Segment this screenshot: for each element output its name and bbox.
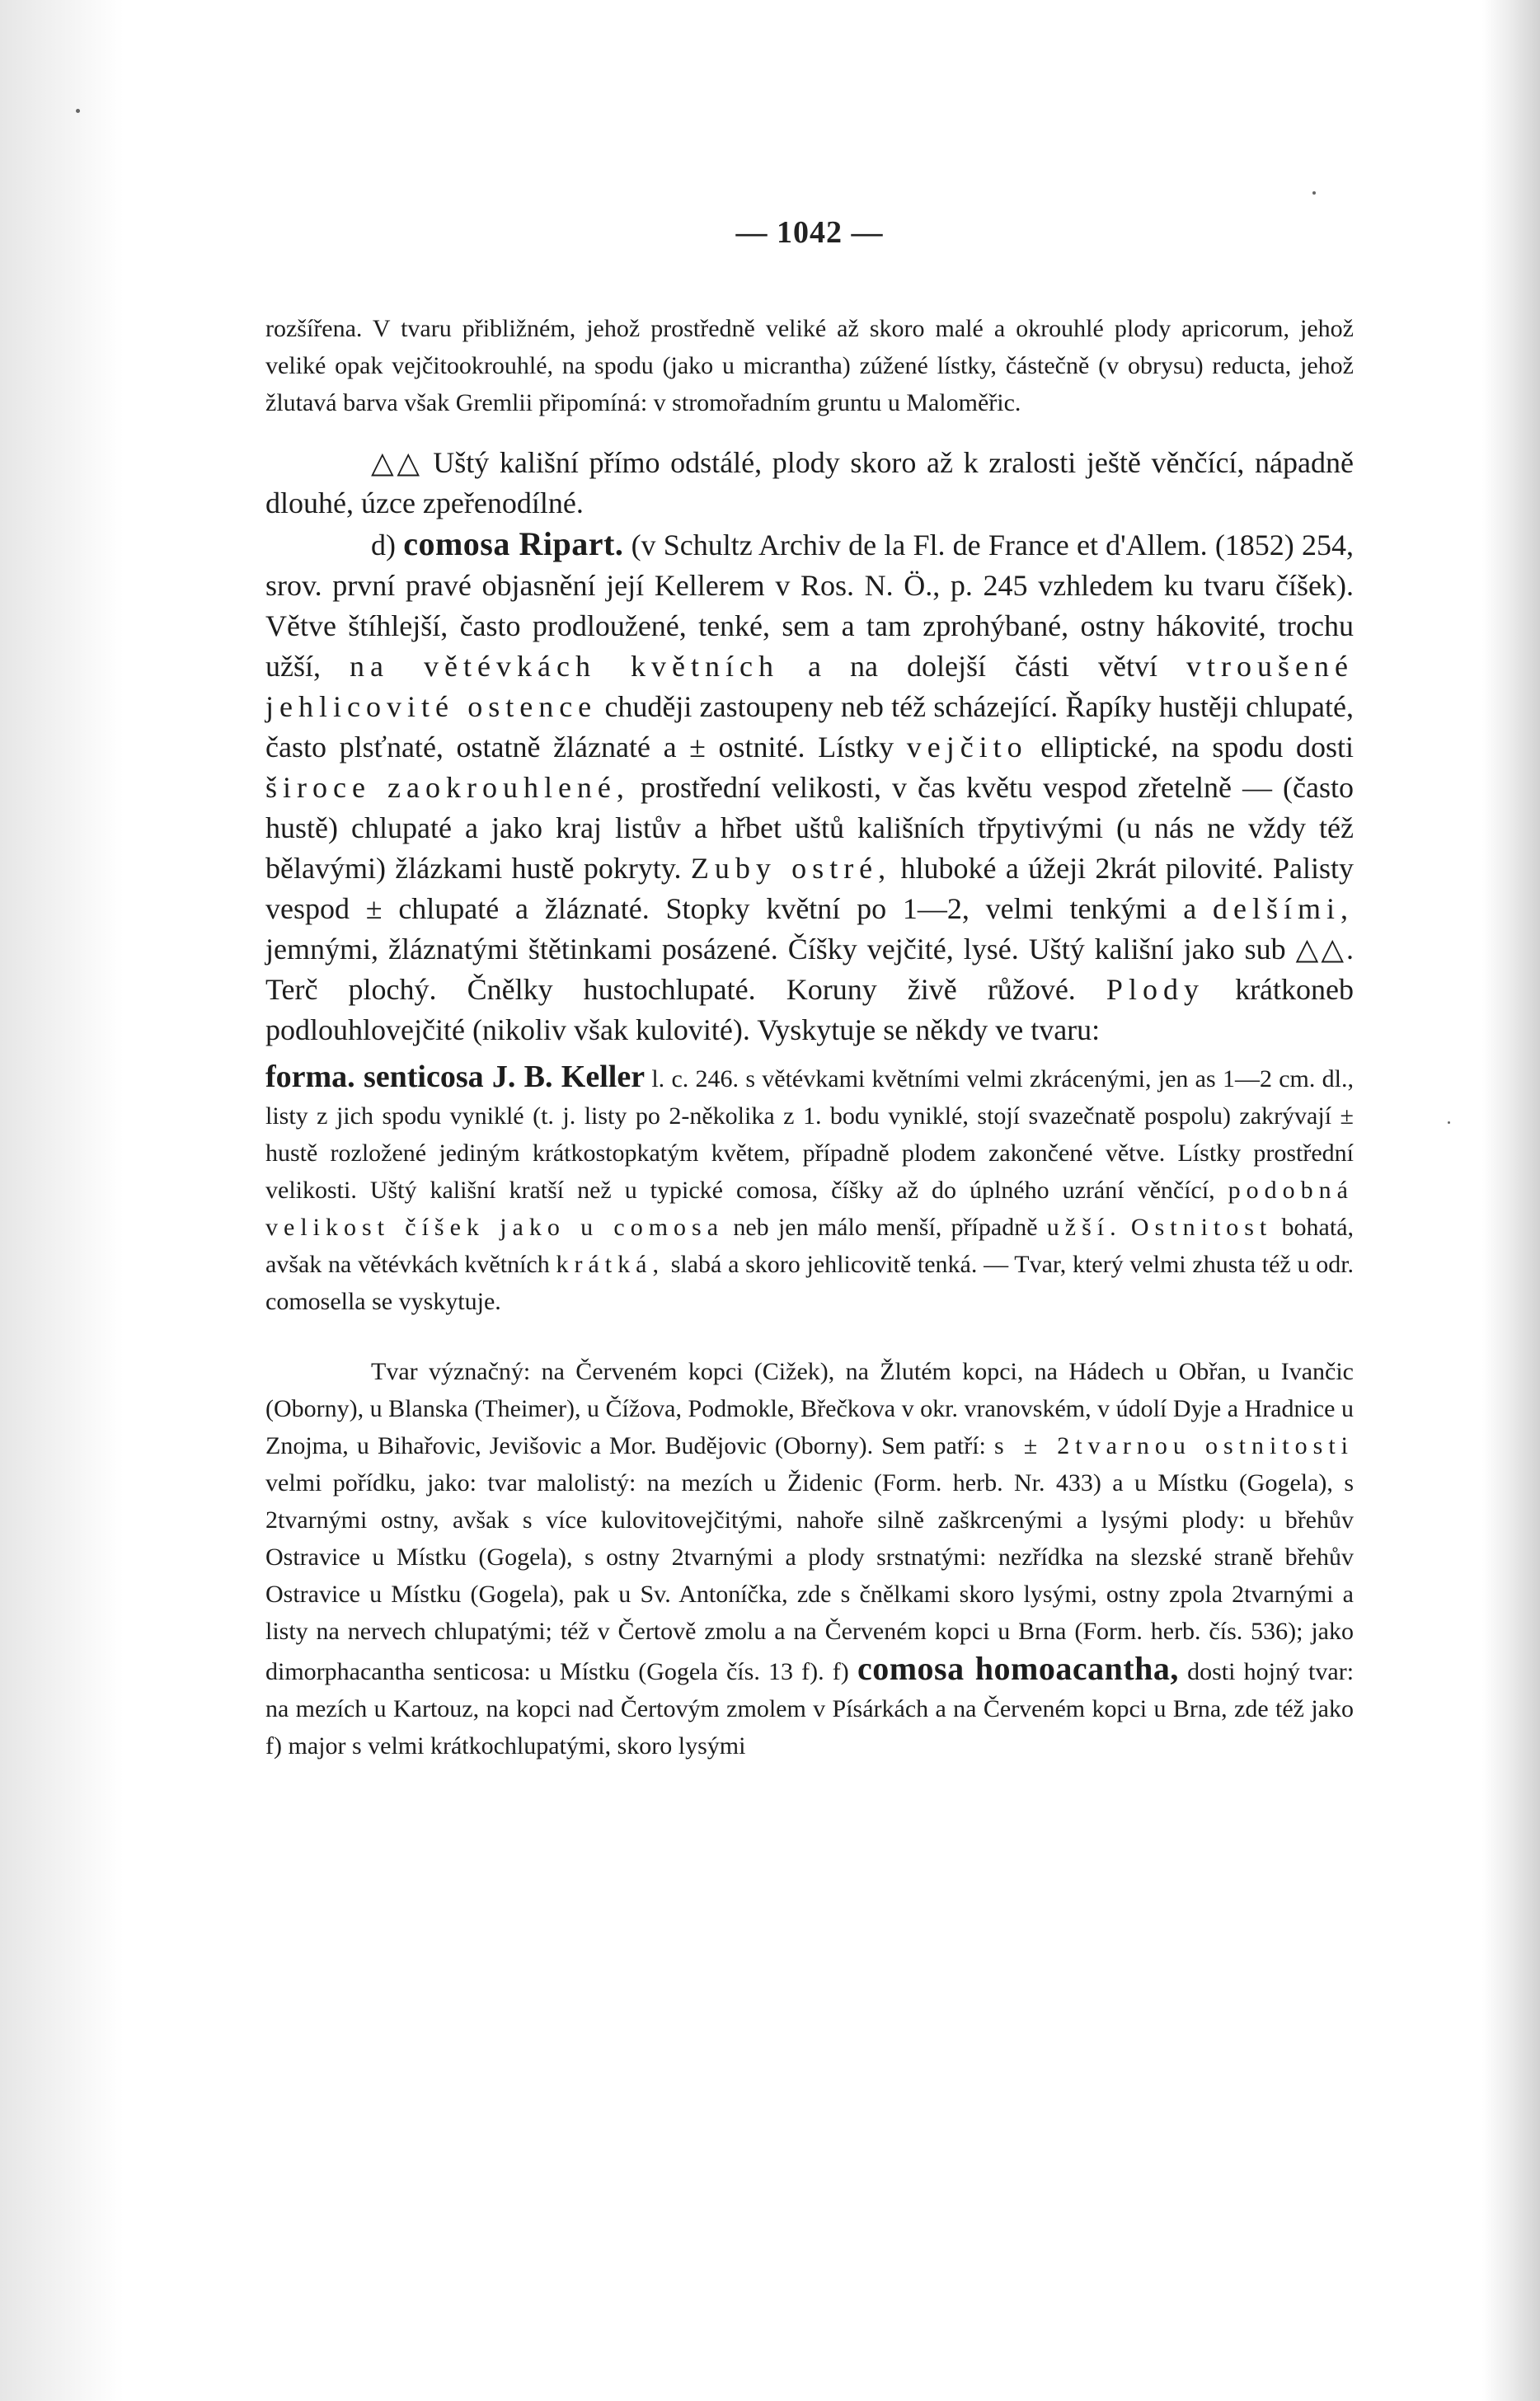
comosa-emphasis: vtroušené jehlicovité ostence bbox=[265, 650, 1355, 723]
forma-text: slabá a skoro jehlicovitě tenká. — Tvar, který velmi zhusta též u odr. comosella se vyskytuje. bbox=[265, 1251, 1355, 1315]
comosa-text: hluboké a úžeji 2krát pilovité. Palisty vespod ± chlupaté a žláznaté. Stopky květní po 1—2, velmi tenkými a bbox=[265, 852, 1355, 925]
page-number: — 1042 — bbox=[735, 215, 884, 250]
comosa-text: prostřední velikosti, v čas květu vespod zřetelně — (často hustě) chlupaté a jako kraj listův a hřbet uštů kališních třpytivými (u nás ne vždy též bělavými) žlázkami hustě pokryty. bbox=[265, 771, 1355, 885]
scan-speck bbox=[76, 109, 80, 113]
comosa-label: d) bbox=[371, 529, 396, 561]
forma-emphasis: Ostnitost bbox=[1130, 1214, 1273, 1241]
scan-shadow-right bbox=[1482, 0, 1540, 2401]
forma-emphasis: podobná velikost číšek jako u comosa bbox=[265, 1177, 1354, 1241]
comosa-paragraph bbox=[265, 524, 1354, 1050]
scan-speck bbox=[1312, 191, 1316, 195]
scan-shadow-left bbox=[0, 0, 124, 2401]
scan-speck bbox=[1448, 1121, 1450, 1124]
comosa-emphasis: vejčito bbox=[906, 731, 1028, 764]
forma-text: l. c. 246. s větévkami květními velmi zkrácenými, jen as 1—2 cm. dl., listy z jich spodu vyniklé (t. j. listy po 2-několika z 1. bodu vyniklé, stojí svazečnatě pospolu) zakrývají ± hustě rozložené jediným krátkostopkatým květem, případně plodem zakončené větve. Lístky prostřední velikosti. Uštý kališní kratší než u typické comosa, číšky až do úplného uzrání věnčící, bbox=[265, 1065, 1354, 1204]
comosa-emphasis: široce zaokrouhlené, bbox=[265, 771, 630, 804]
locations-text: velmi pořídku, jako: tvar malolistý: na mezích u Židenic (Form. herb. Nr. 433) a u Místku (Gogela), s 2tvarnými ostny, avšak s více kulovitovejčitými, nahoře silně zaškrcenými a lysými plody: u břehův Ostravice u Místku (Gogela), s ostny 2tvarnými a plody srstnatými: nezřídka na slezské straně břehův Ostravice u Místku (Gogela), pak u Sv. Antoníčka, zde s čnělkami skoro lysými, ostny zpola 2tvarnými a listy na nervech chlupatými; též v Čertově zmolu a na Červeném kopci u Brna (Form. herb. čís. 536); jako dimorphacantha senticosa: u Místku (Gogela čís. 13 f). bbox=[265, 1469, 1354, 1685]
locations-text: Tvar význačný: na Červeném kopci (Cižek), na Žlutém kopci, na Hádech u Obřan, u Ivančic (Oborny), u Blanska (Theimer), u Čížova, Podmokle, Břečkova v okr. vranovském, v údolí Dyje a Hradnice u Znojma, u Bihařovic, Jevišovic a Mor. Budějovic (Oborny). Sem patří: bbox=[265, 1358, 1354, 1459]
comosa-text: krátkoneb podlouhlovejčité (nikoliv však kulovité). Vyskytuje se někdy ve tvaru: bbox=[265, 973, 1355, 1046]
forma-paragraph bbox=[265, 1059, 1354, 1320]
forma-emphasis: krátká, bbox=[556, 1251, 664, 1278]
locations-emphasis: s ± 2tvarnou ostnitosti bbox=[993, 1432, 1354, 1459]
comosa-name: comosa Ripart. bbox=[403, 525, 624, 562]
comosa-emphasis: na větévkách květních bbox=[350, 650, 779, 683]
forma-name: forma. senticosa J. B. Keller bbox=[265, 1060, 646, 1094]
delta-section-heading: △△ Uštý kališní přímo odstálé, plody skoro až k zralosti ještě věnčící, nápadně dlouhé, úzce zpeřenodílné. bbox=[265, 446, 1354, 519]
homoacantha-name: comosa homoacantha, bbox=[857, 1650, 1179, 1687]
forma-emphasis: užší. bbox=[1046, 1214, 1122, 1241]
locations-label: f) bbox=[832, 1658, 849, 1685]
comosa-text: (v Schultz Archiv de la Fl. de France et d'Allem. (1852) 254, srov. první pravé objasnění její Kellerem v Ros. N. Ö., p. 245 vzhledem ku tvaru číšek). Větve štíhlejší, často prodloužené, tenké, sem a tam zprohýbané, ostny hákovité, trochu užší, bbox=[265, 529, 1354, 683]
locations-text: dosti hojný tvar: na mezích u Kartouz, na kopci nad Čertovým zmolem v Písárkách a na Červeném kopci u Brna, zde též jako f) major s velmi krátkochlupatými, skoro lysými bbox=[265, 1658, 1355, 1760]
comosa-text: a na dolejší části větví bbox=[807, 650, 1158, 683]
comosa-text: elliptické, na spodu dosti bbox=[1040, 731, 1355, 764]
comosa-text: jemnými, žláznatými štětinkami posázené. Číšky vejčité, lysé. Uštý kališní jako sub △△. Terč plochý. Čnělky hustochlupaté. Koruny živě růžové. bbox=[265, 933, 1354, 1006]
forma-text: neb jen málo menší, případně bbox=[733, 1214, 1038, 1241]
forma-text: bohatá, avšak na větévkách květních bbox=[265, 1214, 1355, 1278]
comosa-emphasis: delšími, bbox=[1213, 892, 1355, 925]
locations-paragraph bbox=[265, 1353, 1354, 1764]
comosa-emphasis: Plody bbox=[1106, 973, 1204, 1006]
book-page bbox=[265, 214, 1354, 2325]
intro-paragraph: rozšířena. V tvaru přibližném, jehož prostředně veliké až skoro malé a okrouhlé plody apricorum, jehož veliké opak vejčitookrouhlé, na spodu (jako u micrantha) zúžené lístky, částečně (v obrysu) reducta, jehož žlutavá barva však Gremlii připomíná: v stromořadním gruntu u Maloměřic. bbox=[265, 315, 1354, 416]
comosa-text: chuději zastoupeny neb též scházející. Řapíky hustěji chlupaté, často plsťnaté, ostatně žláznaté a ± ostnité. Lístky bbox=[265, 690, 1355, 764]
comosa-emphasis: Zuby ostré, bbox=[690, 852, 892, 885]
